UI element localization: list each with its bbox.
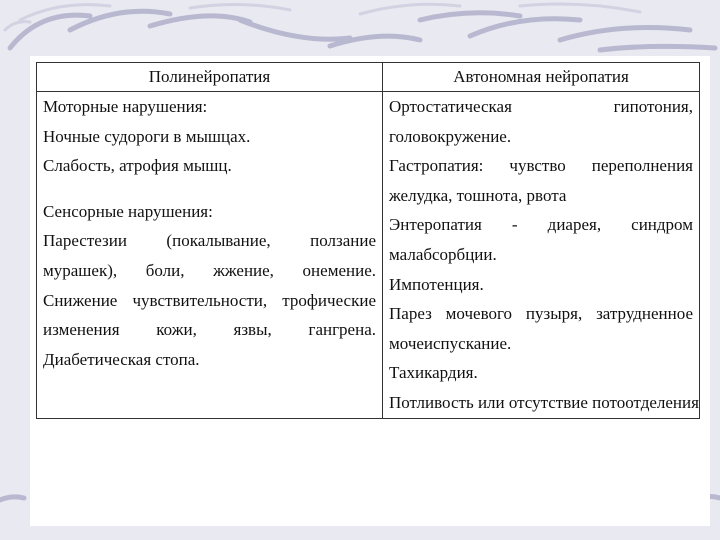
motor-title: Моторные нарушения: <box>43 97 208 116</box>
spacer <box>43 181 376 197</box>
autonomic-item-1-line-2: головокружение. <box>389 126 512 146</box>
autonomic-item-7: Потливость или отсутствие потоотделения <box>389 392 699 412</box>
header-autonomic-neuropathy: Автономная нейропатия <box>383 63 700 92</box>
autonomic-item-5-line-1: Парез мочевого пузыря, затрудненное <box>389 304 693 324</box>
header-polyneuropathy: Полинейропатия <box>37 63 383 92</box>
table-row <box>37 92 700 419</box>
slide-panel <box>30 56 710 526</box>
polyneuropathy-cell <box>37 92 383 419</box>
autonomic-item-3-line-1: Энтеропатия - диарея, синдром <box>389 215 693 235</box>
autonomic-item-4: Импотенция. <box>389 274 484 294</box>
sensory-item-2-line-1: Снижение чувствительности, трофические <box>43 290 376 310</box>
sensory-item-3: Диабетическая стопа. <box>43 349 200 369</box>
motor-item-2: Слабость, атрофия мышц. <box>43 156 232 176</box>
autonomic-item-2-line-2: желудка, тошнота, рвота <box>389 185 567 205</box>
autonomic-item-2-line-1: Гастропатия: чувство переполнения <box>389 156 693 176</box>
sensory-title: Сенсорные нарушения: <box>43 201 213 221</box>
sensory-item-2-line-2: изменения кожи, язвы, гангрена. <box>43 320 376 340</box>
autonomic-neuropathy-cell <box>383 92 700 419</box>
motor-item-1: Ночные судороги в мышцах. <box>43 126 251 146</box>
autonomic-item-3-line-2: малабсорбции. <box>389 244 497 264</box>
table-header-row <box>37 63 700 92</box>
autonomic-item-6: Тахикардия. <box>389 363 478 383</box>
autonomic-item-1-line-1: Ортостатическая гипотония, <box>389 97 693 116</box>
autonomic-item-5-line-2: мочеиспускание. <box>389 333 512 353</box>
sensory-item-1-line-1: Парестезии (покалывание, ползание <box>43 231 376 251</box>
sensory-item-1-line-2: мурашек), боли, жжение, онемение. <box>43 260 376 280</box>
comparison-table <box>36 62 700 419</box>
